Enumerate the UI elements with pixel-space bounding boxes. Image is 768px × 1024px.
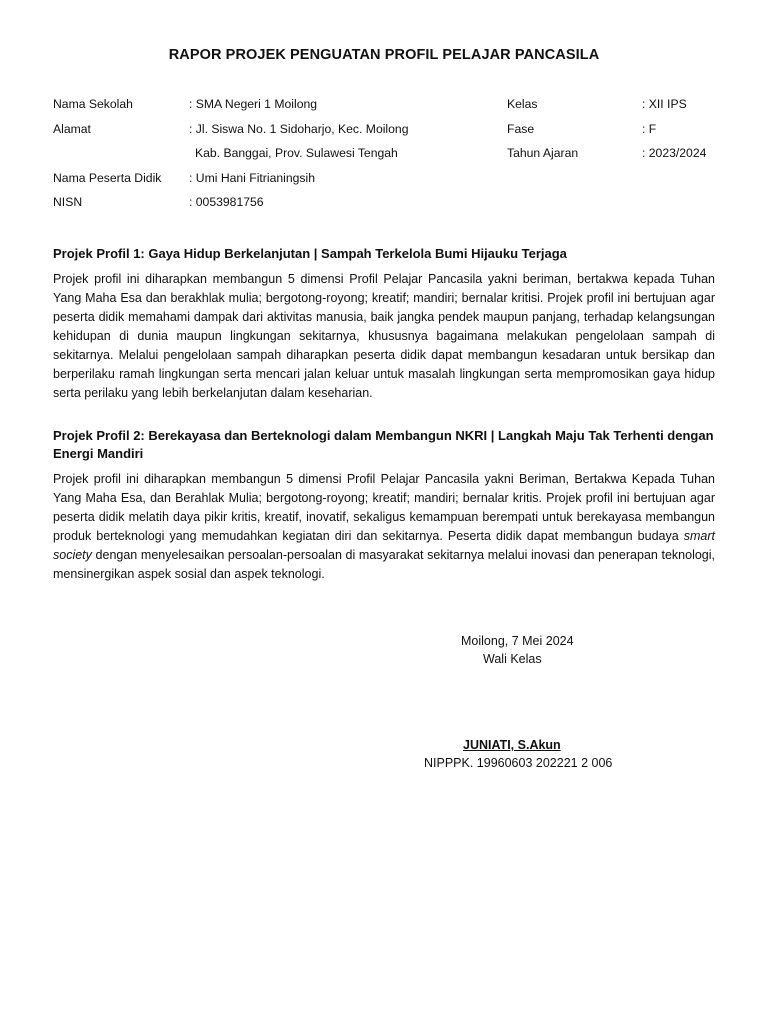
signer-name: JUNIATI, S.Akun xyxy=(463,738,561,752)
phase-value: : F xyxy=(642,122,657,136)
project-2-text-end: dengan menyelesaikan persoalan-persoalan di masyarakat sekitarnya melalui inovasi dan penerapan teknologi, mensinergikan aspek sosial dan aspek teknologi. xyxy=(53,548,715,581)
signer-nip: NIPPPK. 19960603 202221 2 006 xyxy=(424,756,613,770)
class-label: Kelas xyxy=(507,97,538,111)
document-title: RAPOR PROJEK PENGUATAN PROFIL PELAJAR PANCASILA xyxy=(168,47,600,63)
signature-place-date: Moilong, 7 Mei 2024 xyxy=(461,634,574,648)
project-2-text-start: Projek profil ini diharapkan membangun 5 dimensi Profil Pelajar Pancasila yakni Beriman, Bertakwa Kepada Tuhan Yang Maha Esa, dan Berahlak Mulia; bergotong-royong; kreatif; mandiri; bernalar kritis. Projek profil ini bertujuan agar peserta didik melatih daya pikir kritis, kreatif, inovatif, sekaligus kemampuan berempati untuk berekayasa membangun produk berteknologi yang memudahkan kegiatan diri dan sekitarnya. Peserta didik dapat membangun budaya xyxy=(53,472,715,543)
student-name-value: : Umi Hani Fitrianingsih xyxy=(189,171,315,185)
school-value: : SMA Negeri 1 Moilong xyxy=(189,97,318,111)
project-1-description: Projek profil ini diharapkan membangun 5 dimensi Profil Pelajar Pancasila yakni beriman, bertakwa kepada Tuhan Yang Maha Esa dan berakhlak mulia; bergotong-royong; kreatif; mandiri; bernalar kritisi. Projek profil ini bertujuan agar peserta didik memahami dampak dari aktivitas manusia, baik jangka pendek maupun panjang, terhadap kelangsungan kehidupan di dunia maupun lingkungan sekitarnya, khususnya bagaimana melakukan pengelolaan sampah di sekitarnya. Melalui pengelolaan sampah diharapkan peserta didik dapat membangun kesadaran untuk bersikap dan berperilaku ramah lingkungan serta mencari jalan keluar untuk masalah lingkungan serta mempromosikan gaya hidup serta perilaku yang lebih berkelanjutan dalam keseharian. xyxy=(53,272,715,400)
school-year-value: : 2023/2024 xyxy=(642,146,707,160)
project-2-description xyxy=(53,470,715,584)
nisn-label: NISN xyxy=(53,195,83,209)
signature-role: Wali Kelas xyxy=(483,652,542,666)
phase-label: Fase xyxy=(507,122,535,136)
address-label: Alamat xyxy=(53,122,91,136)
address-line-1: : Jl. Siswa No. 1 Sidoharjo, Kec. Moilong xyxy=(189,122,409,136)
school-label: Nama Sekolah xyxy=(53,97,133,111)
school-year-label: Tahun Ajaran xyxy=(507,146,579,160)
nisn-value: : 0053981756 xyxy=(189,195,264,209)
class-value: : XII IPS xyxy=(642,97,687,111)
project-2-text-italic: smart society xyxy=(53,529,715,562)
project-1-heading: Projek Profil 1: Gaya Hidup Berkelanjutan | Sampah Terkelola Bumi Hijauku Terjaga xyxy=(53,246,567,261)
address-line-2: Kab. Banggai, Prov. Sulawesi Tengah xyxy=(195,146,398,160)
student-name-label: Nama Peserta Didik xyxy=(53,171,162,185)
project-2-heading: Projek Profil 2: Berekayasa dan Berteknologi dalam Membangun NKRI | Langkah Maju Tak Terhenti dengan Energi Mandiri xyxy=(53,428,714,461)
